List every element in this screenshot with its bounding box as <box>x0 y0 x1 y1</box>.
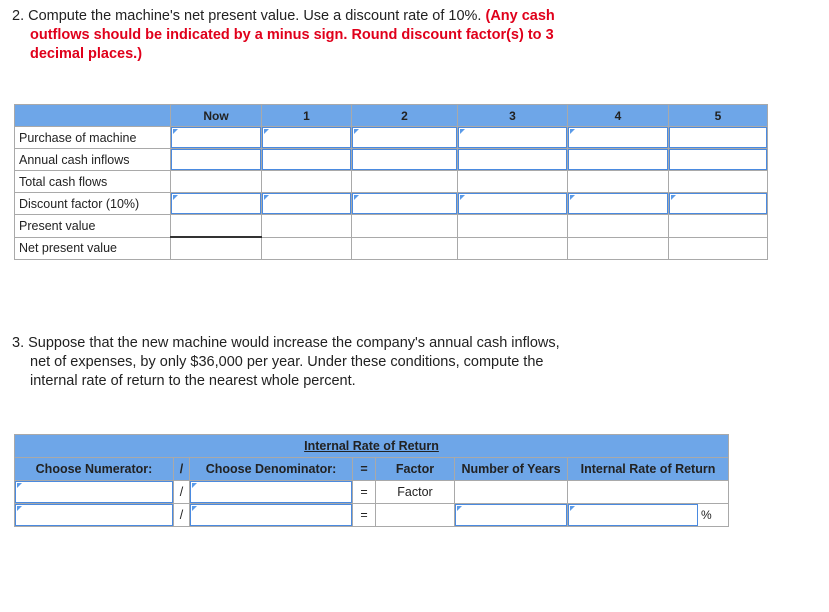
denominator-select-2[interactable] <box>190 504 353 527</box>
years-input[interactable] <box>455 504 568 527</box>
irr-row-1 <box>15 481 729 504</box>
pv-y5-cell <box>669 215 768 238</box>
total-y4-cell <box>568 171 669 193</box>
discount-y4-input[interactable] <box>568 193 669 215</box>
row-label-present-value: Present value <box>15 215 171 238</box>
purchase-y2-input[interactable] <box>352 127 458 149</box>
question-3-line-3: internal rate of return to the nearest whole percent. <box>30 373 356 389</box>
discount-y5-input[interactable] <box>669 193 768 215</box>
row-purchase <box>15 127 768 149</box>
purchase-y5-input[interactable] <box>669 127 768 149</box>
factor-label: Factor <box>376 481 455 504</box>
irr-input-cell <box>568 504 729 527</box>
npv-y3-cell <box>458 237 568 260</box>
equals-sign-1: = <box>353 481 376 504</box>
inflows-now-input[interactable] <box>171 149 262 171</box>
header-factor: Factor <box>376 458 455 481</box>
header-numerator: Choose Numerator: <box>15 458 174 481</box>
row-discount <box>15 193 768 215</box>
total-y2-cell <box>352 171 458 193</box>
total-now-cell <box>171 171 262 193</box>
question-2-instruction-2: outflows should be indicated by a minus sign. Round discount factor(s) to 3 <box>30 27 554 43</box>
header-year-2: 2 <box>352 105 458 127</box>
npv-y5-cell <box>669 237 768 260</box>
percent-sign: % <box>701 508 712 522</box>
irr-title-row <box>15 435 729 458</box>
npv-header-row <box>15 105 768 127</box>
pv-y4-cell <box>568 215 669 238</box>
question-2-instruction-3: decimal places.) <box>30 46 143 62</box>
question-2-instruction-1: (Any cash <box>485 8 555 24</box>
inflows-y2-input[interactable] <box>352 149 458 171</box>
total-y1-cell <box>262 171 352 193</box>
pv-now-cell <box>171 215 262 238</box>
question-2-text: 2. Compute the machine's net present value. Use a discount rate of 10%. <box>12 8 482 24</box>
irr-input[interactable] <box>568 504 698 526</box>
numerator-select-1[interactable] <box>15 481 174 504</box>
discount-y3-input[interactable] <box>458 193 568 215</box>
irr-header-row <box>15 458 729 481</box>
denominator-select-1[interactable] <box>190 481 353 504</box>
row-total <box>15 171 768 193</box>
npv-table <box>14 104 768 260</box>
purchase-y1-input[interactable] <box>262 127 352 149</box>
total-y3-cell <box>458 171 568 193</box>
divide-sign-1: / <box>174 481 190 504</box>
header-now: Now <box>171 105 262 127</box>
question-3-line-2: net of expenses, by only $36,000 per year. Under these conditions, compute the <box>30 354 544 370</box>
header-equals: = <box>353 458 376 481</box>
header-year-5: 5 <box>669 105 768 127</box>
equals-sign-2: = <box>353 504 376 527</box>
divide-sign-2: / <box>174 504 190 527</box>
inflows-y5-input[interactable] <box>669 149 768 171</box>
irr-title: Internal Rate of Return <box>304 439 439 453</box>
purchase-now-input[interactable] <box>171 127 262 149</box>
header-irr: Internal Rate of Return <box>568 458 729 481</box>
total-y5-cell <box>669 171 768 193</box>
factor-cell-2 <box>376 504 455 527</box>
row-present-value <box>15 215 768 238</box>
irr-cell-1 <box>568 481 729 504</box>
header-divide: / <box>174 458 190 481</box>
npv-now-cell <box>171 237 262 260</box>
row-label-total: Total cash flows <box>15 171 171 193</box>
discount-y1-input[interactable] <box>262 193 352 215</box>
row-label-discount: Discount factor (10%) <box>15 193 171 215</box>
row-npv <box>15 237 768 260</box>
question-3-line-1: 3. Suppose that the new machine would increase the company's annual cash inflows, <box>12 335 560 351</box>
purchase-y4-input[interactable] <box>568 127 669 149</box>
header-year-1: 1 <box>262 105 352 127</box>
question-3 <box>12 334 560 391</box>
pv-y3-cell <box>458 215 568 238</box>
years-cell-1 <box>455 481 568 504</box>
header-year-4: 4 <box>568 105 669 127</box>
inflows-y4-input[interactable] <box>568 149 669 171</box>
irr-table <box>14 434 729 527</box>
npv-y1-cell <box>262 237 352 260</box>
discount-y2-input[interactable] <box>352 193 458 215</box>
pv-y2-cell <box>352 215 458 238</box>
purchase-y3-input[interactable] <box>458 127 568 149</box>
question-2 <box>12 7 555 64</box>
irr-row-2 <box>15 504 729 527</box>
row-inflows <box>15 149 768 171</box>
row-label-purchase: Purchase of machine <box>15 127 171 149</box>
discount-now-input[interactable] <box>171 193 262 215</box>
header-years: Number of Years <box>455 458 568 481</box>
row-label-inflows: Annual cash inflows <box>15 149 171 171</box>
inflows-y3-input[interactable] <box>458 149 568 171</box>
row-label-npv: Net present value <box>15 237 171 260</box>
npv-y4-cell <box>568 237 669 260</box>
header-blank <box>15 105 171 127</box>
inflows-y1-input[interactable] <box>262 149 352 171</box>
pv-y1-cell <box>262 215 352 238</box>
npv-y2-cell <box>352 237 458 260</box>
header-year-3: 3 <box>458 105 568 127</box>
numerator-select-2[interactable] <box>15 504 174 527</box>
header-denominator: Choose Denominator: <box>190 458 353 481</box>
